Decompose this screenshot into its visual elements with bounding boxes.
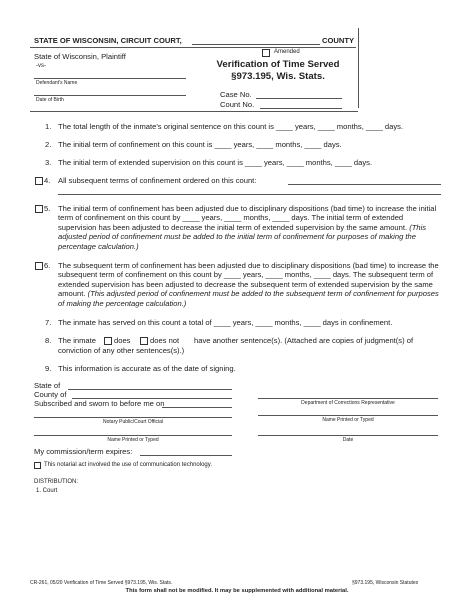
count-no-field[interactable] — [260, 108, 342, 109]
item-9-number: 9. — [45, 364, 52, 373]
county-name-field[interactable] — [192, 44, 320, 45]
amended-label: Amended — [274, 49, 300, 55]
form-title-line2: §973.195, Wis. Stats. — [231, 71, 325, 82]
doc-rep-label: Department of Corrections Representative — [301, 400, 395, 406]
notary-label: Notary Public/Court Official — [103, 419, 163, 425]
doc-rep-signature-line[interactable] — [258, 398, 438, 399]
item-6-number: 6. — [44, 261, 51, 270]
item-6-checkbox[interactable] — [35, 262, 43, 270]
item-8-does-checkbox[interactable] — [104, 337, 112, 345]
defendant-name-field[interactable] — [34, 78, 186, 79]
statute-reference: §973.195, Wisconsin Statutes — [352, 580, 419, 586]
item-5-paragraph — [58, 204, 440, 251]
item-5-checkbox[interactable] — [35, 205, 43, 213]
case-no-field[interactable] — [256, 98, 342, 99]
left-name-printed-label: Name Printed or Typed — [107, 437, 159, 443]
notarial-note: This notarial act involved the use of communication technology. — [44, 462, 212, 468]
item-5-number: 5. — [44, 204, 51, 213]
item-8-text-a: The inmate — [58, 336, 96, 345]
item-8-number: 8. — [45, 336, 52, 345]
item-4-number: 4. — [44, 176, 51, 185]
distribution-item-1: 1. Court — [36, 488, 58, 494]
header-rule — [30, 47, 356, 48]
amended-checkbox[interactable] — [262, 49, 270, 57]
court-prefix: STATE OF WISCONSIN, CIRCUIT COURT, — [34, 36, 182, 45]
footer-notice: This form shall not be modified. It may be supplemented with additional material. — [125, 588, 349, 594]
item-4-field-line2[interactable] — [58, 194, 441, 195]
state-of-field[interactable] — [68, 389, 232, 390]
commission-label: My commission/term expires: — [34, 447, 133, 456]
date-label: Date — [342, 437, 354, 443]
date-line[interactable] — [258, 435, 438, 436]
notarial-checkbox[interactable] — [34, 462, 41, 469]
subscribed-label: Subscribed and sworn to before me on — [34, 399, 165, 408]
item-9-text: This information is accurate as of the date of signing. — [58, 364, 236, 373]
court-suffix: COUNTY — [322, 36, 355, 45]
case-no-label: Case No. — [220, 90, 252, 99]
form-id: CR-261, 05/20 Verification of Time Served §973.195, Wis. Stats. — [30, 580, 173, 586]
distribution-heading: DISTRIBUTION: — [34, 479, 79, 485]
item-1-text: The total length of the inmate's original sentence on this count is ____ years, ____ months, ____ days. — [58, 122, 404, 131]
right-name-printed-line[interactable] — [258, 415, 438, 416]
right-name-printed-label: Name Printed or Typed — [322, 417, 374, 423]
vs-label: -vs- — [36, 63, 46, 69]
item-5-italic-note: (This adjusted period of confinement must be added to the initial term of confinement for purposes of making the percentage calculation.) — [58, 222, 427, 251]
item-8-does-not-label: does not — [150, 336, 180, 345]
header-right-rule — [358, 28, 359, 108]
dob-field[interactable] — [34, 95, 186, 96]
item-8-does-not-checkbox[interactable] — [140, 337, 148, 345]
commission-field[interactable] — [140, 455, 232, 456]
defendant-label: Defendant's Name — [36, 80, 78, 86]
form-title-line1: Verification of Time Served — [216, 59, 340, 70]
header-bottom-rule — [30, 111, 358, 112]
item-3-text: The initial term of extended supervision on this count is ____ years, ____ months, ____ days. — [58, 158, 373, 167]
subscribed-date-field[interactable] — [162, 407, 232, 408]
item-6-paragraph — [58, 261, 440, 308]
item-7-number: 7. — [45, 318, 52, 327]
item-4-checkbox[interactable] — [35, 177, 43, 185]
state-of-label: State of — [34, 381, 61, 390]
notary-signature-line[interactable] — [34, 417, 232, 418]
county-of-label: County of — [34, 390, 67, 399]
item-2-number: 2. — [45, 140, 52, 149]
item-5-text: The initial term of confinement has been adjusted due to disciplinary dispositions (bad time) to increase the initial term of confinement on this count by ____ years, ____ months, ____ days. The initial term of extended supervision has been adjusted to decrease the initial term of extended supervision by the same amount. — [58, 204, 437, 232]
item-4-field-line1[interactable] — [288, 184, 441, 185]
item-6-text: The subsequent term of confinement has been adjusted due to disciplinary dispositions (bad time) to increase the subsequent term of confinement on this count by ____ years, ____ months, ____ days. The subsequent term of extended supervision has been adjusted to decrease the subsequent term of extended supervision by the same amount. — [58, 261, 439, 299]
item-2-text: The initial term of confinement on this count is ____ years, ____ months, ____ days. — [58, 140, 342, 149]
dob-label: Date of Birth — [36, 97, 64, 103]
item-8-does-label: does — [114, 336, 131, 345]
item-8-text-line2: conviction of any other sentences(s).) — [58, 346, 185, 355]
count-no-label: Count No. — [220, 100, 255, 109]
item-8-text-b: have another sentence(s). (Attached are copies of judgment(s) of — [194, 336, 414, 345]
item-7-text: The inmate has served on this count a total of ____ years, ____ months, ____ days in confinement. — [58, 318, 393, 327]
item-4-text: All subsequent terms of confinement ordered on this count: — [58, 176, 257, 185]
item-1-number: 1. — [45, 122, 52, 131]
item-3-number: 3. — [45, 158, 52, 167]
left-name-printed-line[interactable] — [34, 435, 232, 436]
item-6-italic-note: (This adjusted period of confinement must be added to the subsequent term of confinement for purposes of making the percentage calculation.) — [58, 289, 439, 308]
plaintiff-label: State of Wisconsin, Plaintiff — [34, 52, 126, 61]
